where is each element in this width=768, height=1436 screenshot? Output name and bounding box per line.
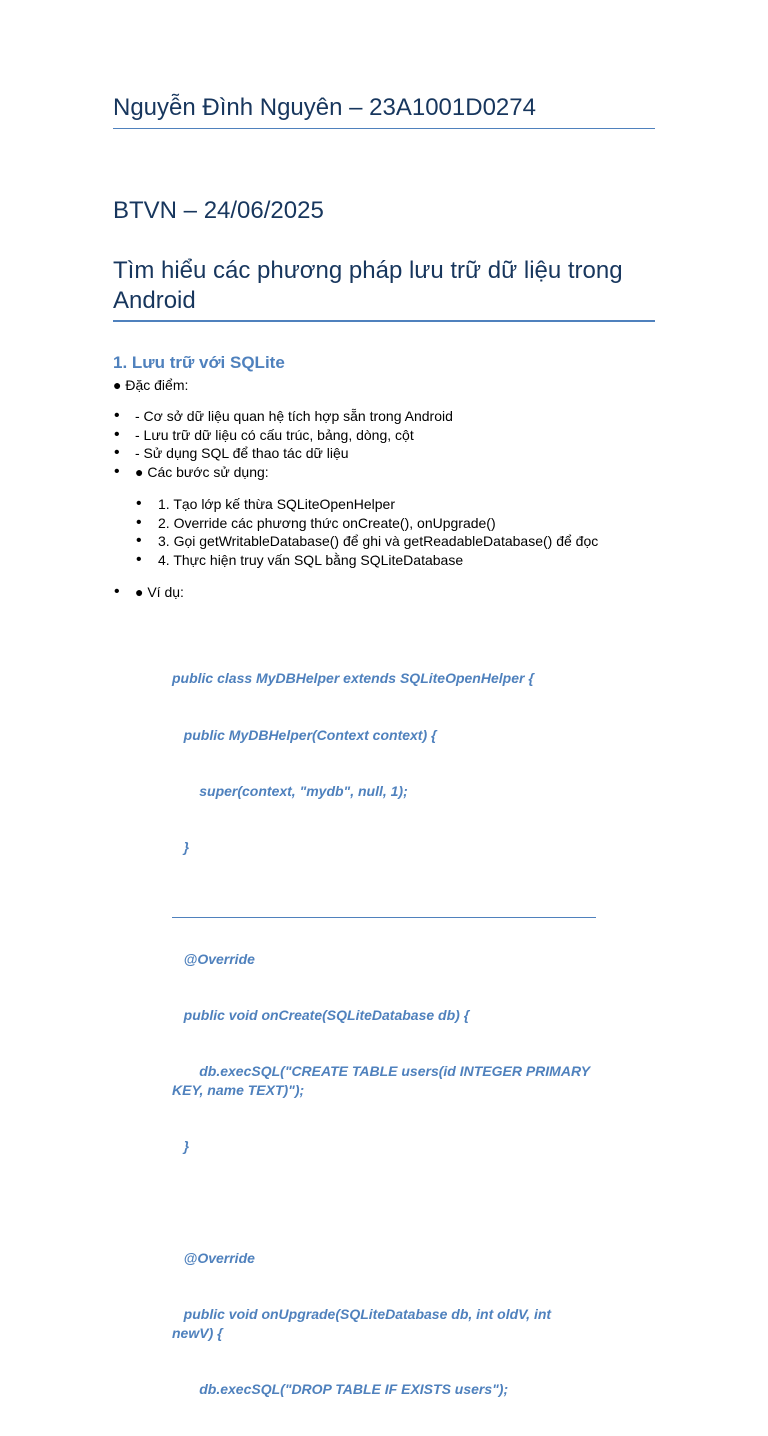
code-divider	[172, 917, 596, 918]
features-label: ● Đặc điểm:	[113, 377, 189, 393]
code-line: }	[172, 1137, 190, 1154]
list-item: • - Cơ sở dữ liệu quan hệ tích hợp sẵn trong Android	[135, 407, 453, 426]
list-item: • 2. Override các phương thức onCreate(), onUpgrade()	[158, 514, 598, 533]
list-item: • ● Ví dụ:	[135, 583, 184, 602]
code-block	[172, 632, 596, 1436]
code-line: public class MyDBHelper extends SQLiteOpenHelper {	[172, 670, 534, 687]
code-line: db.execSQL("DROP TABLE IF EXISTS users");	[172, 1381, 509, 1398]
list-item: • 1. Tạo lớp kế thừa SQLiteOpenHelper	[158, 495, 598, 514]
list-item: • ● Các bước sử dụng:	[135, 463, 453, 482]
assignment-date-heading: BTVN – 24/06/2025	[113, 197, 324, 224]
list-item: • - Sử dụng SQL để thao tác dữ liệu	[135, 444, 453, 463]
code-line: public MyDBHelper(Context context) {	[172, 726, 437, 743]
list-item: • 4. Thực hiện truy vấn SQL bằng SQLiteDatabase	[158, 551, 598, 570]
list-item: • - Lưu trữ dữ liệu có cấu trúc, bảng, dòng, cột	[135, 426, 453, 445]
code-line: @Override	[172, 1250, 255, 1267]
feature-list	[135, 407, 453, 481]
code-line	[172, 1193, 596, 1212]
code-line: public void onUpgrade(SQLiteDatabase db, int oldV, int newV) {	[172, 1306, 555, 1341]
code-line: super(context, "mydb", null, 1);	[172, 782, 408, 799]
document-title: Tìm hiểu các phương pháp lưu trữ dữ liệu trong Android	[113, 256, 655, 322]
list-item: • 3. Gọi getWritableDatabase() để ghi và getReadableDatabase() để đọc	[158, 532, 598, 551]
code-line: db.execSQL("CREATE TABLE users(id INTEGER PRIMARY KEY, name TEXT)");	[172, 1063, 594, 1098]
section-heading: 1. Lưu trữ với SQLite	[113, 353, 285, 372]
example-list	[135, 583, 184, 602]
code-line: public void onCreate(SQLiteDatabase db) {	[172, 1007, 470, 1024]
code-line: }	[172, 838, 190, 855]
code-line	[172, 894, 596, 913]
steps-list	[158, 495, 598, 569]
author-heading: Nguyễn Đình Nguyên – 23A1001D0274	[113, 93, 655, 129]
code-line: @Override	[172, 950, 255, 967]
